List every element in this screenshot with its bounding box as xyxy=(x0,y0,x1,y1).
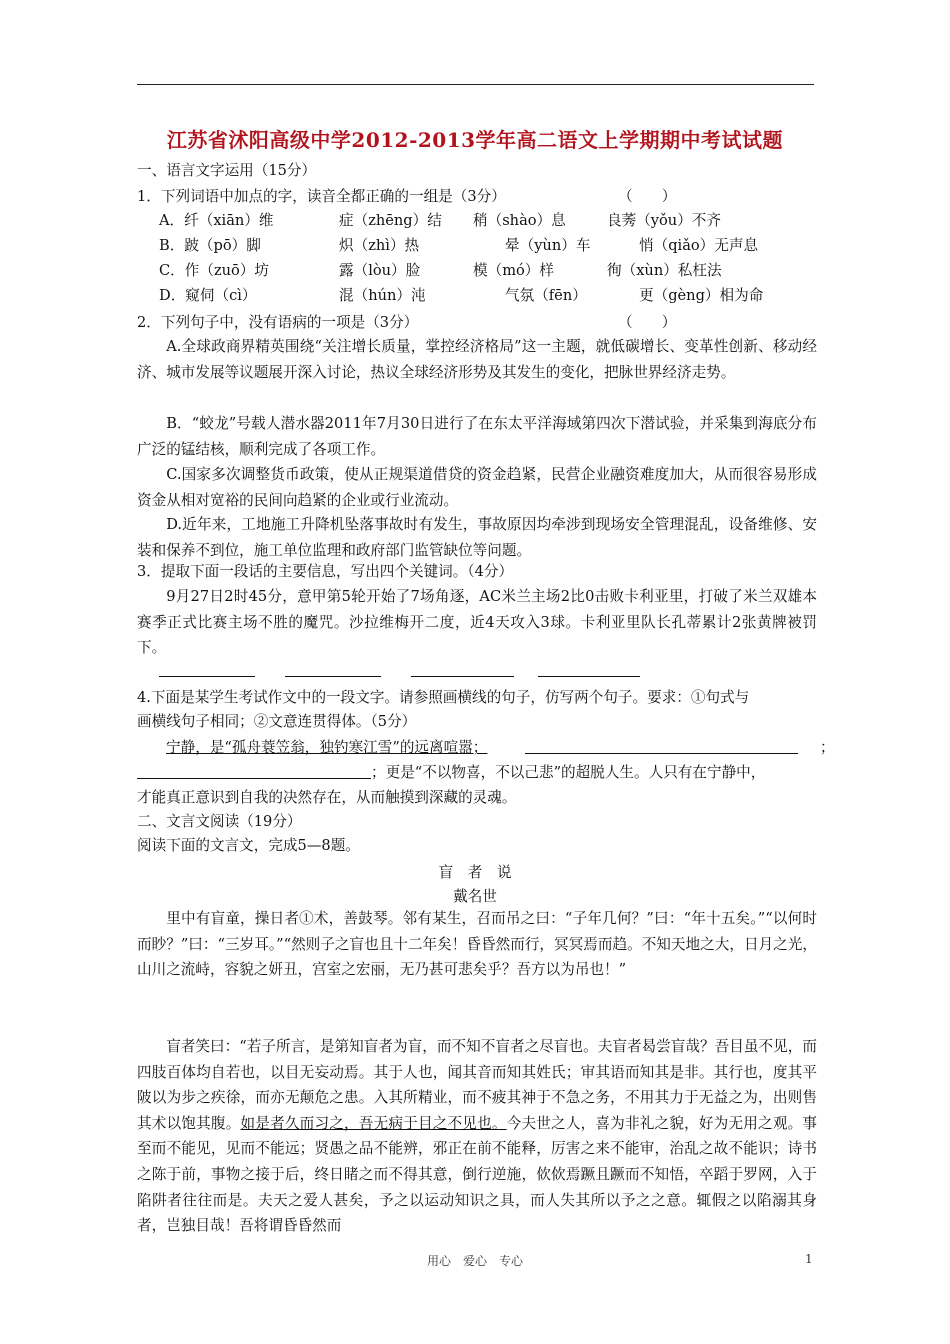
q4-stem-line1: 4.下面是某学生考试作文中的一段文字。请参照画横线的句子，仿写两个句子。要求：①句式与 xyxy=(137,689,750,706)
essay-underlined-sentence: 如是者久而习之，吾无病于目之不见也。 xyxy=(240,1114,507,1132)
section2-intro: 阅读下面的文言文，完成5—8题。 xyxy=(137,837,360,854)
q3-stem: 3．提取下面一段话的主要信息，写出四个关键词。（4分） xyxy=(137,563,514,580)
q3-answer-blank-1[interactable] xyxy=(159,676,255,677)
q3-answer-blank-4[interactable] xyxy=(538,676,640,677)
q2-answer-paren: （ ） xyxy=(618,314,677,331)
section1-heading: 一、语言文字运用（15分） xyxy=(137,162,317,179)
essay-paragraph-1: 里中有盲童，操日者①术，善鼓琴。邻有某生，召而吊之曰：“子年几何？”曰：“年十五矣。”“以何时而眇？”曰：“三岁耳。”“然则子之盲也且十二年矣！昏昏然而行，冥冥焉而趋。不知天地之大，日月之光，山川之流峙，容貌之妍丑，宫室之宏丽，无乃甚可悲矣乎？吾方以为吊也！” xyxy=(137,910,817,979)
q3-answer-blank-2[interactable] xyxy=(285,676,381,677)
q1-b-1: B．跛（pō）脚 xyxy=(159,237,261,254)
section2-heading: 二、文言文阅读（19分） xyxy=(137,813,302,830)
q1-stem: 1．下列词语中加点的字，读音全都正确的一组是（3分） xyxy=(137,188,506,205)
q1-b-4: 悄（qiǎo）无声息 xyxy=(639,237,759,254)
q1-a-4: 良莠（yǒu）不齐 xyxy=(607,212,721,229)
q1-b-3: 晕（yùn）车 xyxy=(505,237,591,254)
essay-title: 盲 者 说 xyxy=(438,864,512,881)
page-title: 江苏省沭阳高级中学2012-2013学年高二语文上学期期中考试试题 xyxy=(166,128,784,152)
q1-d-2: 混（hún）沌 xyxy=(339,287,426,304)
q2-option-b: B．“蛟龙”号载人潜水器2011年7月30日进行了在东太平洋海域第四次下潜试验，并采集到海底分布广泛的锰结核，顺利完成了各项工作。 xyxy=(137,415,817,458)
essay-p2-part-a: 盲者笑曰：“若子所言，是第知盲者为盲，而不知不盲者之尽盲也。夫盲者曷尝盲哉？吾目虽不见，而四肢百体均自若也，以目无妄动焉。其于人也，闻其音而知其姓氏；审其语而知其是非。其行也，度其平陂以为步之疾徐，而亦无颠危之患。入其所精业，而不疲其神于不急之务，不用其力于无益之为，出则售其术以饱其腹。 xyxy=(137,1038,817,1132)
q4-sentence-lead xyxy=(166,738,487,758)
page-number: 1 xyxy=(805,1252,813,1266)
q4-line3: 才能真正意识到自我的决然存在，从而触摸到深藏的灵魂。 xyxy=(137,789,517,806)
q3-answer-blank-3[interactable] xyxy=(411,676,514,677)
q2-option-a: A.全球政商界精英围绕“关注增长质量，掌控经济格局”这一主题，就低碳增长、变革性创新、移动经济、城市发展等议题展开深入讨论，热议全球经济形势及其发生的变化，把脉世界经济走势。 xyxy=(137,338,817,381)
q4-line2: ；更是“不以物喜，不以己悲”的超脱人生。人只有在宁静中， xyxy=(371,764,766,781)
q1-a-1: A．纤（xiān）维 xyxy=(159,212,274,229)
q1-d-4: 更（gèng）相为命 xyxy=(639,287,764,304)
q2-option-d: D.近年来，工地施工升降机坠落事故时有发生，事故原因均牵涉到现场安全管理混乱，设备维修、安装和保养不到位，施工单位监理和政府部门监管缺位等问题。 xyxy=(137,516,817,559)
essay-author: 戴名世 xyxy=(453,888,497,905)
q2-option-c: C.国家多次调整货币政策，使从正规渠道借贷的资金趋紧，民营企业融资难度加大，从而很容易形成资金从相对宽裕的民间向趋紧的企业或行业流动。 xyxy=(137,466,817,509)
q4-stem-line2: 画横线句子相同；②文意连贯得体。（5分） xyxy=(137,713,417,730)
header-rule xyxy=(137,84,814,85)
q1-a-3: 稍（shào）息 xyxy=(473,212,566,229)
q4-answer-blank-2[interactable] xyxy=(137,778,371,779)
q4-answer-blank-1[interactable] xyxy=(525,753,798,754)
essay-p2-part-b: 今夫世之人，喜为非礼之貌，好为无用之观。事至而不能见，见而不能远；贤愚之品不能辨，邪正在前不能释，厉害之来不能审，治乱之故不能识；诗书之陈于前，事物之接于后，终日睹之而不得其意，倒行逆施，佽佽焉蹶且蹶而不知悟，卒蹈于罗网，入于陷阱者往往而是。夫天之爱人甚矣，予之以运动知识之具，而人失其所以予之之意。辄假之以陷溺其身者，岂独目哉！吾将谓昏昏然而 xyxy=(137,1114,817,1235)
q1-d-1: D．窥伺（cì） xyxy=(159,287,257,304)
q1-c-2: 露（lòu）脸 xyxy=(339,262,421,279)
q4-semicolon: ； xyxy=(820,739,835,756)
q4-underlined-sentence: 宁静，是“孤舟蓑笠翁，独钓寒江雪”的远离喧嚣； xyxy=(166,739,488,756)
q1-a-2: 症（zhēng）结 xyxy=(339,212,442,229)
footer-text: 用心 爱心 专心 xyxy=(426,1254,523,1268)
q1-d-3: 气氛（fēn） xyxy=(505,287,587,304)
q1-answer-paren: （ ） xyxy=(618,188,677,205)
q3-passage: 9月27日2时45分，意甲第5轮开始了7场角逐，AC米兰主场2比0击败卡利亚里，打破了米兰双雄本赛季正式比赛主场不胜的魔咒。沙拉维梅开二度，近4天攻入3球。卡利亚里队长孔蒂累计2张黄牌被罚下。 xyxy=(137,588,817,657)
q1-c-4: 徇（xùn）私枉法 xyxy=(607,262,722,279)
q1-c-1: C．作（zuō）坊 xyxy=(159,262,270,279)
q1-b-2: 炽（zhì）热 xyxy=(339,237,420,254)
essay-paragraph-2 xyxy=(137,1034,817,1239)
q1-c-3: 模（mó）样 xyxy=(473,262,554,279)
q2-stem: 2．下列句子中，没有语病的一项是（3分） xyxy=(137,314,419,331)
